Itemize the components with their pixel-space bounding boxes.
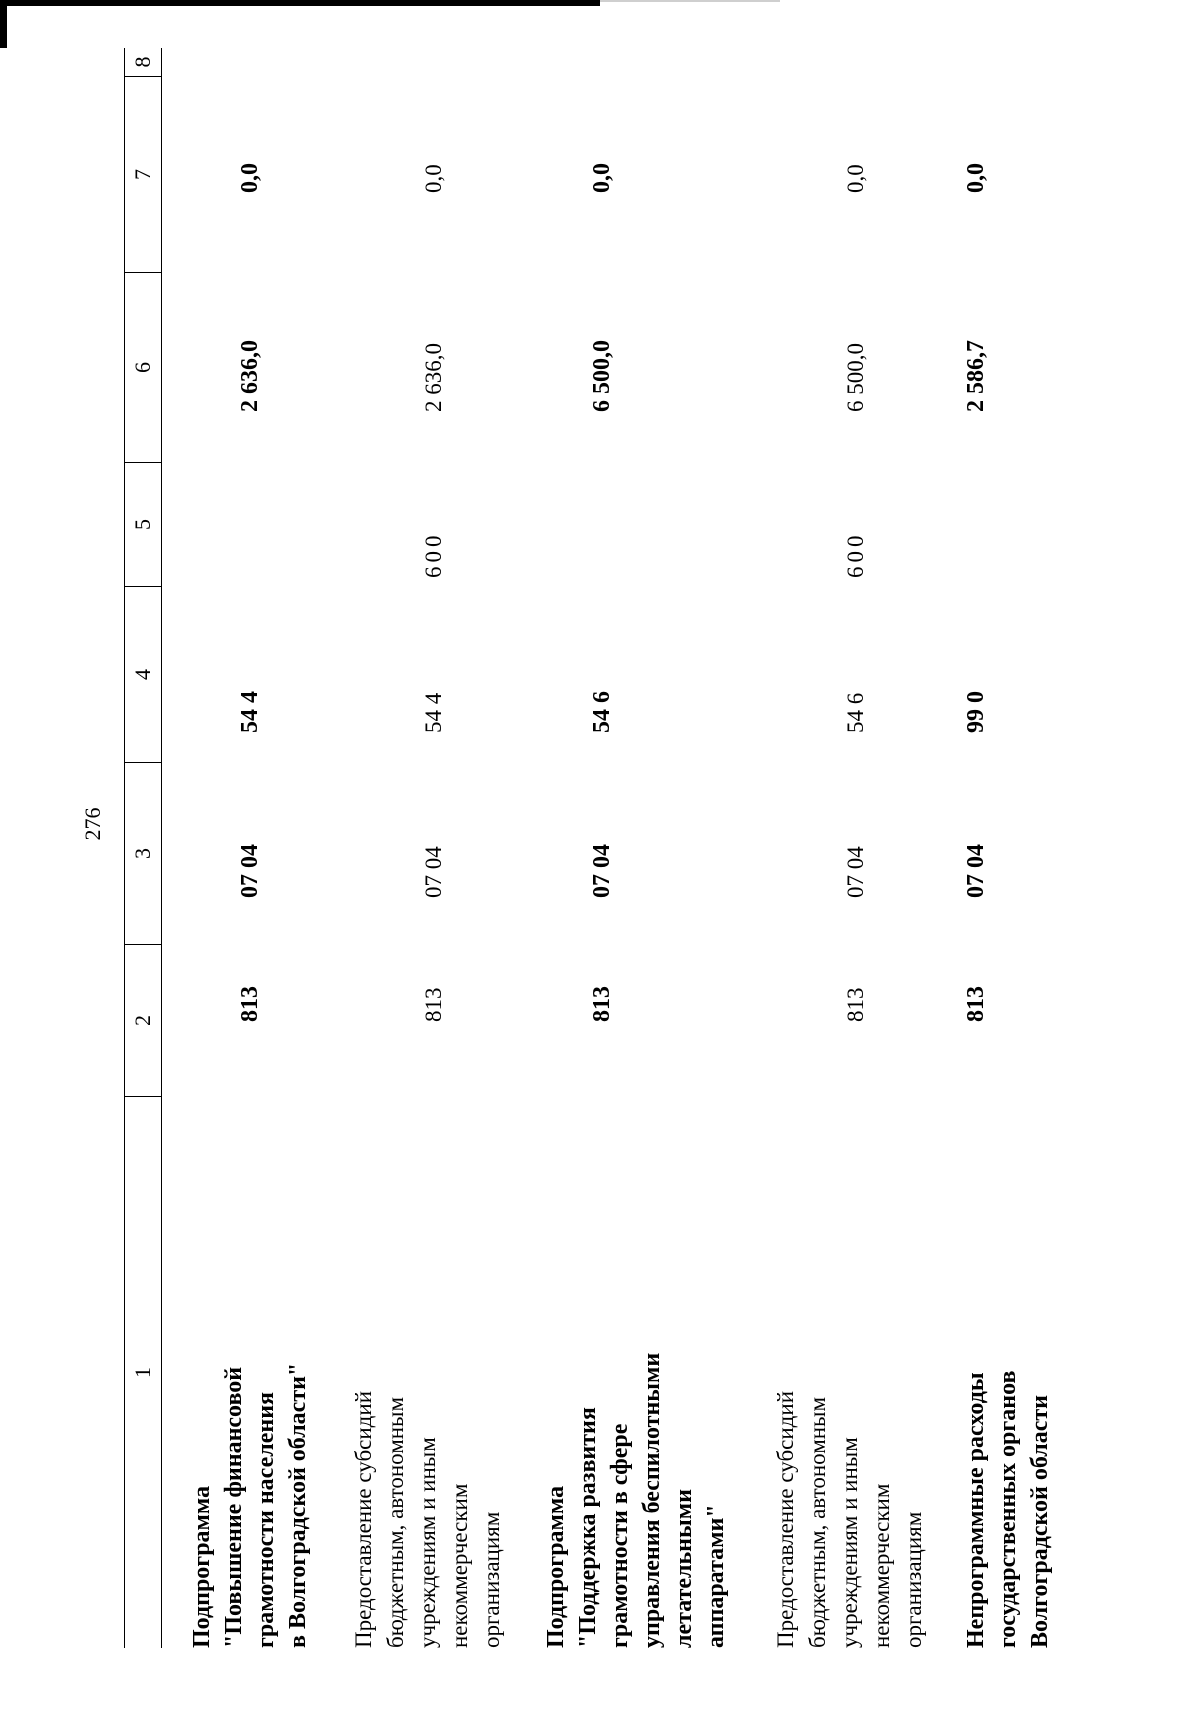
row-name-line: государственных органов <box>995 1370 1021 1648</box>
cell-col6: 2 636,0 <box>421 343 446 412</box>
row-name-line: управления беспилотными <box>639 1352 665 1648</box>
row-name-line: летательными <box>671 1489 697 1648</box>
cell-col3: 07 04 <box>589 844 615 898</box>
cell-col7: 0,0 <box>843 164 868 193</box>
cell-col7: 0,0 <box>421 164 446 193</box>
row-name-line: организациям <box>479 1511 504 1648</box>
table-row <box>186 48 326 1648</box>
cell-col4: 54 6 <box>589 691 615 733</box>
column-header-6: 6 <box>125 272 161 462</box>
row-name <box>348 1238 508 1648</box>
cell-col2: 813 <box>843 987 868 1022</box>
table-row <box>960 48 1070 1648</box>
cell-col5: 600 <box>843 531 868 578</box>
cell-col3: 07 04 <box>963 844 989 898</box>
row-name-line: организациям <box>901 1511 926 1648</box>
cell-col2: 813 <box>963 986 989 1022</box>
column-header-2: 2 <box>125 944 161 1096</box>
cell-col6: 6 500,0 <box>589 340 615 412</box>
column-header-4: 4 <box>125 586 161 762</box>
cell-col2: 813 <box>421 987 446 1022</box>
row-name-line: Подпрограмма <box>543 1485 569 1648</box>
cell-col6: 2 636,0 <box>237 340 263 412</box>
row-name-line: некоммерческим <box>869 1483 894 1648</box>
row-name-line: в Волгоградской области" <box>285 1362 311 1648</box>
row-name-line: учреждениям и иным <box>415 1437 440 1648</box>
cell-col5: 600 <box>421 531 446 578</box>
row-name-line: Предоставление субсидий <box>773 1391 798 1648</box>
cell-col3: 07 04 <box>843 846 868 898</box>
row-name-line: аппаратами" <box>703 1504 729 1648</box>
cell-col7: 0,0 <box>963 163 989 193</box>
row-name-line: грамотности населения <box>253 1391 279 1648</box>
row-name <box>186 1238 314 1648</box>
row-name-line: некоммерческим <box>447 1483 472 1648</box>
row-name-line: "Поддержка развития <box>575 1407 601 1648</box>
cell-col2: 813 <box>237 986 263 1022</box>
cell-col3: 07 04 <box>237 844 263 898</box>
column-header-5: 5 <box>125 462 161 586</box>
table-row <box>348 48 518 1648</box>
row-name <box>540 1238 732 1648</box>
row-name-line: бюджетным, автономным <box>383 1396 408 1648</box>
table-row <box>540 48 740 1648</box>
row-name-line: Подпрограмма <box>189 1485 215 1648</box>
row-name-line: грамотности в сфере <box>607 1423 633 1648</box>
cell-col7: 0,0 <box>589 163 615 193</box>
cell-col3: 07 04 <box>421 846 446 898</box>
cell-col4: 54 4 <box>421 692 446 733</box>
cell-col6: 6 500,0 <box>843 343 868 412</box>
row-name <box>960 1238 1056 1648</box>
row-name-line: бюджетным, автономным <box>805 1396 830 1648</box>
cell-col2: 813 <box>589 986 615 1022</box>
cell-col4: 99 0 <box>963 691 989 733</box>
row-name-line: Непрограммные расходы <box>963 1372 989 1648</box>
row-name <box>770 1238 930 1648</box>
page-number: 276 <box>80 807 105 841</box>
row-name-line: учреждениям и иным <box>837 1437 862 1648</box>
row-name-line: "Повышение финансовой <box>221 1366 247 1648</box>
column-header-1: 1 <box>125 1096 161 1648</box>
cell-col6: 2 586,7 <box>963 340 989 412</box>
cell-col7: 0,0 <box>237 163 263 193</box>
table-row <box>770 48 940 1648</box>
column-header-7: 7 <box>125 76 161 272</box>
column-header-8: 8 <box>130 56 155 68</box>
row-name-line: Волгоградской области <box>1027 1395 1053 1648</box>
column-header-row <box>124 48 162 1648</box>
row-name-line: Предоставление субсидий <box>351 1391 376 1648</box>
cell-col4: 54 6 <box>843 692 868 733</box>
cell-col4: 54 4 <box>237 691 263 733</box>
column-header-3: 3 <box>125 762 161 944</box>
